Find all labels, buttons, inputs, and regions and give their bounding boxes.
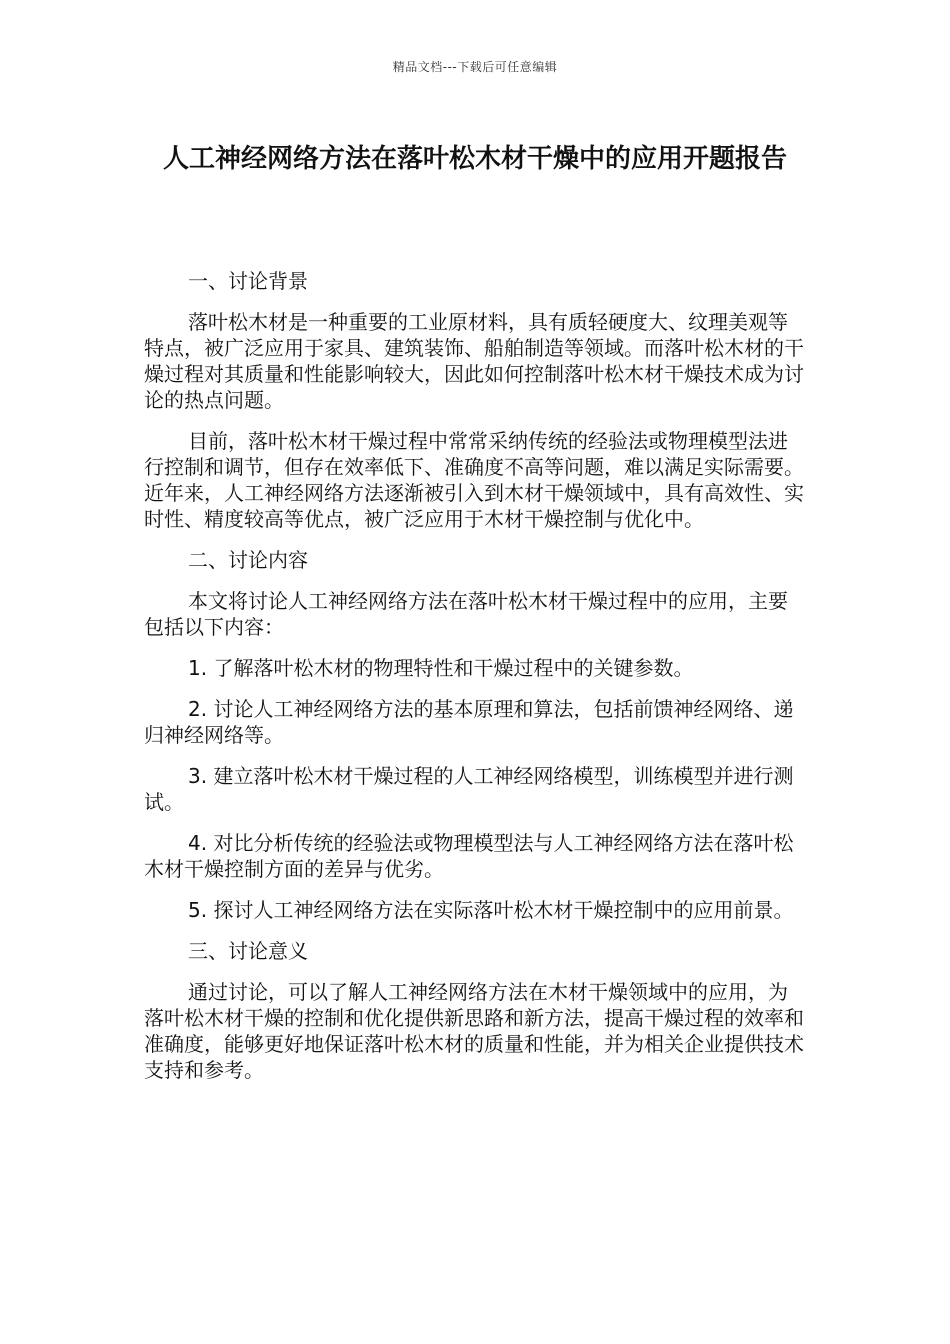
list-item: 1. 了解落叶松木材的物理特性和干燥过程中的关键参数。 — [188, 656, 694, 680]
header-note: 精品文档---下载后可任意编辑 — [392, 60, 558, 74]
paragraph: 落叶松木材是一种重要的工业原材料，具有质轻硬度大、纹理美观等特点，被广泛应用于家具、建筑装饰、船舶制造等领域。而落叶松木材的干燥过程对其质量和性能影响较大，因此如何控制落叶松木材干燥技术成为讨论的热点问题。 — [144, 310, 804, 412]
section-heading-background: 一、讨论背景 — [188, 269, 308, 293]
list-item: 3. 建立落叶松木材干燥过程的人工神经网络模型，训练模型并进行测试。 — [144, 764, 794, 814]
section-heading-content: 二、讨论内容 — [188, 548, 308, 572]
list-item: 4. 对比分析传统的经验法或物理模型法与人工神经网络方法在落叶松木材干燥控制方面的差异与优劣。 — [144, 831, 794, 881]
paragraph: 目前，落叶松木材干燥过程中常常采纳传统的经验法或物理模型法进行控制和调节，但存在效率低下、准确度不高等问题，难以满足实际需要。近年来，人工神经网络方法逐渐被引入到木材干燥领域中，具有高效性、实时性、精度较高等优点，被广泛应用于木材干燥控制与优化中。 — [144, 429, 804, 531]
list-item: 2. 讨论人工神经网络方法的基本原理和算法，包括前馈神经网络、递归神经网络等。 — [144, 697, 794, 747]
paragraph: 本文将讨论人工神经网络方法在落叶松木材干燥过程中的应用，主要包括以下内容： — [144, 589, 788, 639]
document-body — [144, 268, 806, 1098]
section-heading-significance: 三、讨论意义 — [188, 939, 308, 963]
document-title: 人工神经网络方法在落叶松木材干燥中的应用开题报告 — [162, 144, 787, 174]
paragraph: 通过讨论，可以了解人工神经网络方法在木材干燥领域中的应用，为落叶松木材干燥的控制和优化提供新思路和新方法，提高干燥过程的效率和准确度，能够更好地保证落叶松木材的质量和性能，并为相关企业提供技术支持和参考。 — [144, 980, 804, 1082]
list-item: 5. 探讨人工神经网络方法在实际落叶松木材干燥控制中的应用前景。 — [188, 898, 794, 922]
